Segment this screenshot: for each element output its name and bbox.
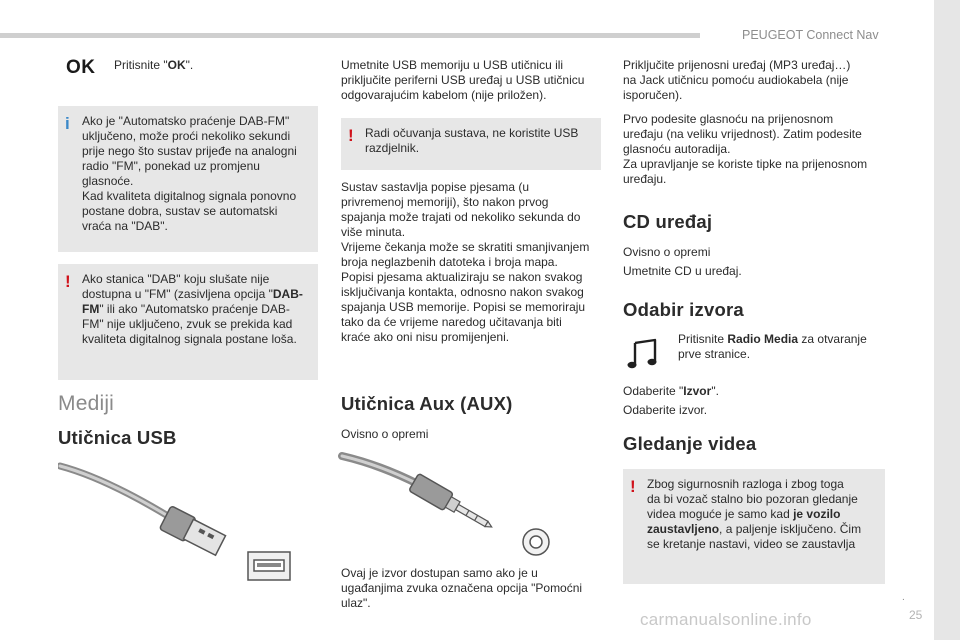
- warning-box-video: [623, 469, 885, 584]
- playlist-line: više minuta.: [341, 225, 406, 239]
- header-rule: [0, 33, 700, 38]
- warning-line: FM" ili ako "Automatsko praćenje DAB-: [82, 302, 290, 316]
- playlist-paragraph: [341, 180, 601, 345]
- aux-connect-line: Priključite prijenosni uređaj (MP3 uređaj…): [623, 58, 851, 72]
- info-line: glasnoće.: [82, 174, 134, 188]
- playlist-line: privremenoj memoriji), što nakon prvog: [341, 195, 549, 209]
- info-line: prije nego što sustav prijeđe na analogni: [82, 144, 297, 158]
- info-line: vraća na "DAB".: [82, 219, 168, 233]
- usb-line: odgovarajućim kabelom (nije priložen).: [341, 88, 547, 102]
- playlist-line: Popisi pjesama aktualiziraju se nakon svakog: [341, 270, 583, 284]
- info-icon: i: [65, 114, 70, 133]
- heading-cd: CD uređaj: [623, 211, 713, 232]
- select-source-instruction: Odaberite izvor.: [623, 403, 708, 417]
- ok-button-icon: OK: [66, 57, 96, 78]
- aux-note-line: ugađanjima zvuka označena opcija "Pomoćni: [341, 581, 583, 595]
- info-line: postane dobra, sustav se automatski: [82, 204, 278, 218]
- cd-equipment-note: Ovisno o opremi: [623, 245, 711, 259]
- warning-icon: !: [630, 477, 636, 496]
- playlist-line: kraće ako oni nisu promijenjeni.: [341, 330, 510, 344]
- usb-line: Umetnite USB memoriju u USB utičnicu ili: [341, 58, 564, 72]
- info-line: uključeno, može proći nekoliko sekundi: [82, 129, 291, 143]
- page-dot: .: [902, 592, 905, 603]
- info-line: Ako je "Automatsko praćenje DAB-FM": [82, 114, 290, 128]
- playlist-line: spajanja može trajati od nekoliko sekunda do: [341, 210, 581, 224]
- section-title-mediji: Mediji: [58, 392, 115, 415]
- volume-line: uređaju (na veliku vrijednost). Zatim podesite: [623, 127, 862, 141]
- aux-note-line: Ovaj je izvor dostupan samo ako je u: [341, 566, 538, 580]
- usb-line: priključite periferni USB uređaj u USB utičnicu: [341, 73, 585, 87]
- playlist-line: spajanja USB memorije. Popisi se memoriraju: [341, 300, 586, 314]
- info-line: radio "FM", ponekad uz promjenu: [82, 159, 260, 173]
- volume-line: uređaju.: [623, 172, 667, 186]
- warning-box-dab: [58, 264, 318, 380]
- cd-insert-instruction: Umetnite CD u uređaj.: [623, 264, 742, 278]
- warning-line: da bi vozač stalno bio pozoran gledanje: [647, 492, 858, 506]
- heading-usb: Utičnica USB: [58, 427, 177, 448]
- aux-connect-line: isporučen).: [623, 88, 683, 102]
- aux-connect-paragraph: [623, 58, 885, 103]
- warning-line: Ako stanica "DAB" koju slušate nije: [82, 272, 270, 286]
- warning-line: dostupna u "FM" (zasivljena opcija "DAB-: [82, 287, 303, 301]
- playlist-line: isključivanja kontakta, odnosno nakon svakog: [341, 285, 584, 299]
- aux-equipment-note: Ovisno o opremi: [341, 427, 429, 441]
- watermark: carmanualsonline.info: [640, 610, 812, 629]
- warning-line: Radi očuvanja sustava, ne koristite USB: [365, 126, 579, 140]
- warning-line: zaustavljeno, a paljenje isključeno. Čim: [647, 522, 862, 536]
- heading-aux: Utičnica Aux (AUX): [341, 393, 513, 414]
- volume-line: Za upravljanje se koriste tipke na prijenosnom: [623, 157, 868, 171]
- volume-line: Prvo podesite glasnoću na prijenosnom: [623, 112, 834, 126]
- usb-paragraph: [341, 58, 601, 103]
- warning-line: Zbog sigurnosnih razloga i zbog toga: [647, 477, 844, 491]
- aux-connect-line: na Jack utičnicu pomoću audiokabela (nije: [623, 73, 849, 87]
- aux-availability-note: [341, 566, 601, 611]
- warning-line: kvaliteta digitalnog signala postane loša.: [82, 332, 297, 346]
- playlist-line: tako da će vrijeme naredog učitavanja biti: [341, 315, 562, 329]
- radio-media-instruction: Pritisnite Radio Media za otvaranje prve stranice.: [678, 332, 867, 361]
- heading-video: Gledanje videa: [623, 433, 757, 454]
- warning-box-usb: [341, 118, 601, 170]
- aux-jack-illustration: [338, 448, 558, 560]
- heading-source: Odabir izvora: [623, 299, 744, 320]
- aux-note-line: ulaz".: [341, 596, 371, 610]
- page-edge-bar: [934, 0, 960, 640]
- warning-line: razdjelnik.: [365, 141, 420, 155]
- select-izvor-instruction: Odaberite "Izvor".: [623, 384, 719, 398]
- playlist-line: Sustav sastavlja popise pjesama (u: [341, 180, 530, 194]
- playlist-line: broja neglazbenih datoteka i broja mapa.: [341, 255, 558, 269]
- warning-line: FM" nije uključeno, zvuk se prekida kad: [82, 317, 293, 331]
- warning-line: videa moguće je samo kad je vozilo: [647, 507, 841, 521]
- info-box-dab-fm: [58, 106, 318, 252]
- ok-instruction: Pritisnite "OK".: [114, 58, 194, 72]
- music-note-icon: [627, 337, 661, 371]
- page-number: 25: [909, 608, 923, 622]
- warning-icon: !: [348, 126, 354, 145]
- warning-line: se kretanje nastavi, video se zaustavlja: [647, 537, 856, 551]
- warning-icon: !: [65, 272, 71, 291]
- header-title: PEUGEOT Connect Nav: [742, 28, 879, 42]
- volume-paragraph: [623, 112, 885, 187]
- playlist-line: Vrijeme čekanja može se skratiti smanjivanjem: [341, 240, 590, 254]
- usb-plug-illustration: [58, 458, 298, 588]
- info-line: Kad kvaliteta digitalnog signala ponovno: [82, 189, 297, 203]
- volume-line: glasnoću autoradija.: [623, 142, 731, 156]
